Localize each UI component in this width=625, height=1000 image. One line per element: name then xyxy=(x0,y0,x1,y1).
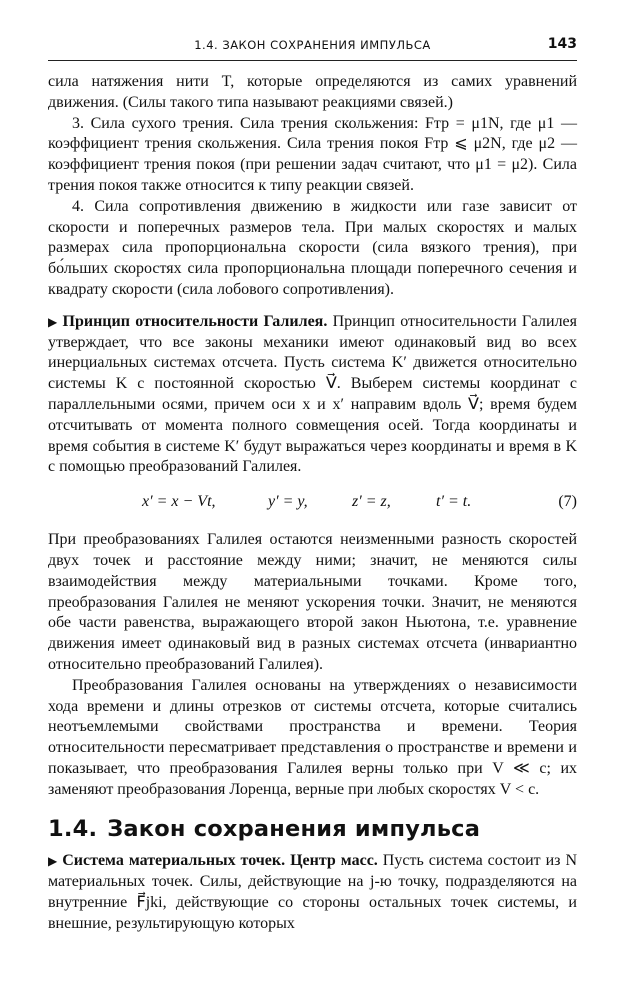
equation-7 xyxy=(48,492,577,516)
page-body xyxy=(48,72,577,934)
formula-t: t′ = t. xyxy=(436,493,472,511)
paragraph-1: сила натяжения нити T, которые определяются из самих уравнений движения. (Силы такого типа называют реакциями связей.) xyxy=(48,73,577,111)
paragraph-drag: 4. Сила сопротивления движению в жидкости или газе зависит от скорости и поперечных размеров тела. При малых скоростях и малых размерах сила пропорциональна скорости (сила вязкого трения), при бо́льших скоростях сила пропорциональна площади поперечного сечения и квадрату скорости (сила лобового сопротивления). xyxy=(48,197,577,298)
galileo-text: Принцип относительности Галилея утверждает, что все законы механики имеют одинаковый вид во всех инерциальных системах отсчета. Пусть система K′ движется относительно системы K с постоянной скоростью V⃗. Выберем системы координат с параллельными осями, причем оси x и x′ направим вдоль V⃗; время будем отсчитывать от момента полного совмещения осей. Тогда координаты и время события в системе K′ будут выражаться через координаты и время в K с помощью преобразований Галилея. xyxy=(48,312,578,476)
section-number: 1.4. xyxy=(48,815,98,842)
formula-x: x′ = x − Vt, xyxy=(142,493,216,511)
paragraph-relativity: Преобразования Галилея основаны на утверждениях о независимости хода времени и длины отрезков от системы отсчета, которые считались неотъемлемыми свойствами пространства и времени. Теория относительности пересматривает представления о пространстве и времени и показывает, что преобразования Галилея верны только при V ≪ c; их заменяют преобразования Лоренца, верные при любых скоростях V < c. xyxy=(48,676,577,798)
paragraph-dry-friction: 3. Сила сухого трения. Сила трения скольжения: Fтр = μ1N, где μ1 — коэффициент трения скольжения. Сила трения покоя Fтр ⩽ μ2N, где μ2 — коэффициент трения покоя (при решении задач считают, что μ1 = μ2). Сила трения покоя также относится к типу реакции связей. xyxy=(48,114,577,194)
running-title: 1.4. ЗАКОН СОХРАНЕНИЯ ИМПУЛЬСА xyxy=(194,38,431,52)
page-number: 143 xyxy=(547,36,577,52)
paragraph-system-of-points xyxy=(48,851,577,934)
triangle-marker-icon: ▶ xyxy=(48,314,59,329)
system-text: Пусть система состоит из N материальных точек. Силы, действующие на j-ю точку, подразделяются на внутренние F⃗jki, действующие со стороны остальных точек системы, и внешние, результирующую которых xyxy=(48,852,578,932)
paragraph-galileo-principle xyxy=(48,312,577,478)
running-header xyxy=(48,36,577,61)
formula-z: z′ = z, xyxy=(352,493,391,511)
equation-number: (7) xyxy=(558,493,577,511)
section-title: Закон сохранения импульса xyxy=(107,815,481,842)
triangle-marker-icon: ▶ xyxy=(48,854,59,869)
run-in-heading-galileo: Принцип относительности Галилея. xyxy=(62,312,328,330)
section-heading xyxy=(48,815,577,842)
run-in-heading-center-of-mass: Система материальных точек. Центр масс. xyxy=(62,852,378,870)
formula-y: y′ = y, xyxy=(268,493,308,511)
paragraph-invariance: При преобразованиях Галилея остаются неизменными разность скоростей двух точек и расстояние между ними; значит, не меняются силы взаимодействия между материальными точками. Кроме того, преобразования Галилея не меняют ускорения точки. Значит, не меняются обе части равенства, выражающего второй закон Ньютона, т.е. уравнение движения имеет одинаковый вид в разных системах отсчета (инвариантно относительно преобразований Галилея). xyxy=(48,531,577,673)
